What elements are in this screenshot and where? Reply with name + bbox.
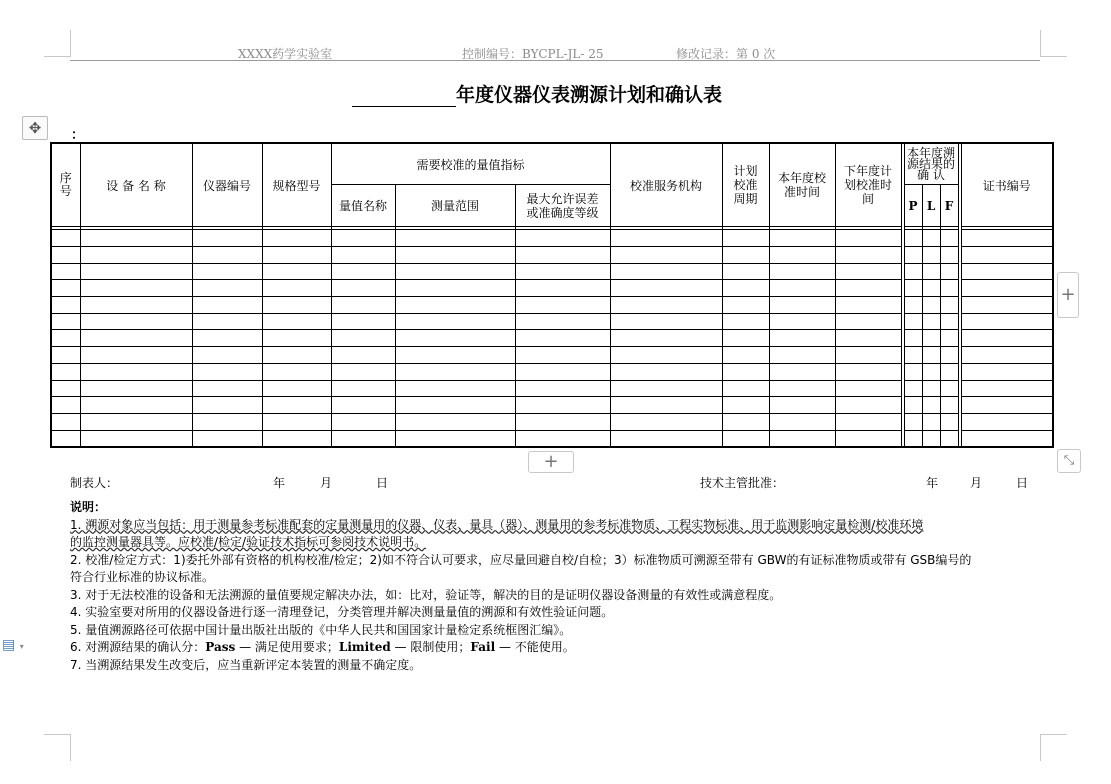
header-next-year-time: 下年度计划校准时 间	[835, 143, 901, 227]
header-cert-no: 证书编号	[961, 143, 1053, 227]
table-cell[interactable]	[835, 313, 901, 330]
table-cell[interactable]	[610, 313, 722, 330]
table-cell[interactable]	[515, 263, 610, 280]
table-cell[interactable]	[835, 413, 901, 430]
table-cell[interactable]	[610, 413, 722, 430]
prepared-month: 月	[320, 476, 333, 490]
header-revision: 修改记录：第 0 次	[676, 47, 776, 61]
table-cell[interactable]	[515, 430, 610, 447]
table-cell[interactable]	[515, 347, 610, 364]
colon-label: ：	[71, 128, 85, 143]
table-cell[interactable]	[515, 280, 610, 297]
table-cell[interactable]	[835, 263, 901, 280]
table-cell[interactable]	[80, 246, 192, 263]
table-cell[interactable]	[722, 280, 769, 297]
table-cell[interactable]	[395, 313, 515, 330]
table-cell[interactable]	[395, 380, 515, 397]
table-cell[interactable]	[904, 246, 922, 263]
table-cell[interactable]	[51, 313, 80, 330]
table-cell[interactable]	[769, 363, 835, 380]
approved-day: 日	[1016, 476, 1029, 490]
table-cell[interactable]	[722, 397, 769, 414]
table-row	[51, 230, 1053, 247]
table-cell[interactable]	[922, 397, 940, 414]
table-cell[interactable]	[940, 246, 958, 263]
note-6-pass-desc: — 满足使用要求；	[235, 640, 339, 654]
table-cell[interactable]	[940, 380, 958, 397]
note-6-limited: Limited	[338, 640, 391, 654]
table-cell[interactable]	[80, 380, 192, 397]
table-cell[interactable]	[331, 347, 395, 364]
prepared-by-label: 制表人：	[70, 476, 119, 490]
header-this-year-time: 本年度校准时间	[769, 143, 835, 227]
table-cell[interactable]	[769, 280, 835, 297]
table-cell[interactable]	[961, 430, 1053, 447]
table-cell[interactable]	[80, 313, 192, 330]
table-cell[interactable]	[722, 363, 769, 380]
table-cell[interactable]	[961, 363, 1053, 380]
note-5: 5. 量值溯源路径可依据中国计量出版社出版的《中华人民共和国国家计量检定系统框图汇编》。	[70, 622, 572, 637]
page-corner-mark	[44, 734, 71, 761]
table-cell[interactable]	[722, 313, 769, 330]
table-cell[interactable]	[610, 363, 722, 380]
table-cell[interactable]	[922, 380, 940, 397]
table-cell[interactable]	[940, 363, 958, 380]
table-row	[51, 263, 1053, 280]
table-row	[51, 313, 1053, 330]
table-cell[interactable]	[961, 280, 1053, 297]
table-cell[interactable]	[80, 413, 192, 430]
header-p: P	[904, 185, 922, 227]
header-quantity-name: 量值名称	[331, 185, 395, 227]
resize-icon: ⤡	[1063, 453, 1075, 468]
header-service-org: 校准服务机构	[610, 143, 722, 227]
note-6-limited-desc: — 限制使用；	[390, 640, 471, 654]
table-cell[interactable]	[835, 230, 901, 247]
table-cell[interactable]	[904, 347, 922, 364]
table-cell[interactable]	[610, 397, 722, 414]
add-column-button[interactable]	[1057, 272, 1079, 318]
note-6-prefix: 6. 对溯源结果的确认分：	[70, 640, 206, 654]
table-cell[interactable]	[331, 297, 395, 314]
table-cell[interactable]	[80, 330, 192, 347]
table-cell[interactable]	[262, 280, 331, 297]
table-cell[interactable]	[835, 297, 901, 314]
table-cell[interactable]	[940, 313, 958, 330]
table-cell[interactable]	[515, 297, 610, 314]
table-cell[interactable]	[722, 330, 769, 347]
table-cell[interactable]	[331, 397, 395, 414]
table-cell[interactable]	[262, 397, 331, 414]
table-cell[interactable]	[51, 297, 80, 314]
table-cell[interactable]	[80, 363, 192, 380]
prepared-year: 年	[273, 476, 286, 490]
table-cell[interactable]	[904, 230, 922, 247]
page-corner-mark	[44, 30, 71, 57]
table-gap	[958, 185, 961, 227]
table-cell[interactable]	[769, 413, 835, 430]
table-cell[interactable]	[192, 313, 262, 330]
table-cell[interactable]	[331, 263, 395, 280]
plus-icon: +	[543, 451, 559, 472]
table-cell[interactable]	[192, 430, 262, 447]
table-cell[interactable]	[515, 413, 610, 430]
table-cell[interactable]	[80, 297, 192, 314]
table-cell[interactable]	[904, 430, 922, 447]
table-cell[interactable]	[515, 246, 610, 263]
table-cell[interactable]	[922, 313, 940, 330]
note-2-cont: 符合行业标准的协议标准。	[70, 570, 215, 584]
table-cell[interactable]	[961, 413, 1053, 430]
table-cell[interactable]	[961, 330, 1053, 347]
table-cell[interactable]	[192, 246, 262, 263]
add-row-button[interactable]	[528, 451, 574, 473]
table-cell[interactable]	[192, 380, 262, 397]
table-cell[interactable]	[610, 297, 722, 314]
table-cell[interactable]	[922, 330, 940, 347]
header-control-number: 控制编号：BYCPL-JL- 25	[462, 47, 604, 61]
table-cell[interactable]	[515, 330, 610, 347]
table-cell[interactable]	[722, 297, 769, 314]
table-cell[interactable]	[80, 347, 192, 364]
table-row	[51, 280, 1053, 297]
table-cell[interactable]	[835, 363, 901, 380]
table-cell[interactable]	[961, 230, 1053, 247]
table-cell[interactable]	[515, 313, 610, 330]
table-cell[interactable]	[395, 430, 515, 447]
note-4: 4. 实验室要对所用的仪器设备进行逐一清理登记，分类管理并解决测量量值的溯源和有效性验证问题。	[70, 605, 614, 619]
note-6-pass: Pass	[205, 640, 236, 654]
table-cell[interactable]	[769, 263, 835, 280]
table-cell[interactable]	[940, 430, 958, 447]
table-cell[interactable]	[51, 347, 80, 364]
table-cell[interactable]	[961, 397, 1053, 414]
table-cell[interactable]	[192, 297, 262, 314]
table-cell[interactable]	[961, 313, 1053, 330]
header-model: 规格型号	[262, 143, 331, 227]
table-cell[interactable]	[262, 380, 331, 397]
table-cell[interactable]	[940, 330, 958, 347]
table-cell[interactable]	[922, 363, 940, 380]
note-7: 7. 当溯源结果发生改变后，应当重新评定本装置的测量不确定度。	[70, 657, 422, 672]
header-seq: 序号	[51, 143, 80, 227]
table-cell[interactable]	[262, 330, 331, 347]
table-cell[interactable]	[769, 313, 835, 330]
table-cell[interactable]	[51, 430, 80, 447]
header-lab-name: XXXX药学实验室	[238, 47, 333, 61]
table-cell[interactable]	[515, 397, 610, 414]
plus-icon: +	[1060, 284, 1076, 305]
table-cell[interactable]	[922, 413, 940, 430]
table-cell[interactable]	[722, 347, 769, 364]
table-cell[interactable]	[835, 380, 901, 397]
table-cell[interactable]	[51, 263, 80, 280]
table-cell[interactable]	[610, 246, 722, 263]
table-cell[interactable]	[904, 313, 922, 330]
table-cell[interactable]	[769, 230, 835, 247]
table-cell[interactable]	[331, 246, 395, 263]
table-cell[interactable]	[835, 280, 901, 297]
table-cell[interactable]	[904, 330, 922, 347]
table-cell[interactable]	[262, 313, 331, 330]
table-cell[interactable]	[192, 347, 262, 364]
table-cell[interactable]	[722, 430, 769, 447]
table-cell[interactable]	[515, 363, 610, 380]
table-cell[interactable]	[51, 380, 80, 397]
table-cell[interactable]	[610, 230, 722, 247]
table-cell[interactable]	[722, 230, 769, 247]
table-cell[interactable]	[904, 280, 922, 297]
table-cell[interactable]	[610, 380, 722, 397]
header-f: F	[940, 185, 958, 227]
table-cell[interactable]	[904, 413, 922, 430]
table-cell[interactable]	[192, 330, 262, 347]
table-row	[51, 297, 1053, 314]
table-cell[interactable]	[961, 263, 1053, 280]
table-cell[interactable]	[961, 380, 1053, 397]
page-corner-mark	[1040, 30, 1067, 57]
header-confirm-group: 本年度溯源结果的确 认	[904, 143, 958, 185]
note-6-fail: Fail	[470, 640, 496, 654]
table-cell[interactable]	[51, 246, 80, 263]
table-cell[interactable]	[331, 363, 395, 380]
table-cell[interactable]	[331, 280, 395, 297]
table-cell[interactable]	[80, 263, 192, 280]
header-indicators-group: 需要校准的量值指标	[331, 143, 610, 185]
notes-section	[70, 499, 1066, 674]
note-2: 2. 校准/检定方式：1)委托外部有资格的机构校准/检定；2)如不符合认可要求，应尽量回避自校/自检；3）标准物质可溯源至带有 GBW的有证标准物质或带有 GSB编号的	[70, 552, 972, 567]
approved-year: 年	[926, 476, 939, 490]
table-row	[51, 430, 1053, 447]
page-corner-mark	[1040, 734, 1067, 761]
table-move-handle[interactable]	[22, 116, 48, 140]
table-cell[interactable]	[262, 413, 331, 430]
table-cell[interactable]	[904, 363, 922, 380]
table-cell[interactable]	[940, 280, 958, 297]
table-row	[51, 397, 1053, 414]
note-3: 3. 对于无法校准的设备和无法溯源的量值要规定解决办法，如：比对，验证等，解决的目的是证明仪器设备测量的有效性或满意程度。	[70, 587, 782, 602]
table-cell[interactable]	[51, 280, 80, 297]
table-cell[interactable]	[395, 246, 515, 263]
table-cell[interactable]	[961, 246, 1053, 263]
table-cell[interactable]	[922, 246, 940, 263]
table-cell[interactable]	[610, 347, 722, 364]
table-cell[interactable]	[331, 413, 395, 430]
table-cell[interactable]	[940, 297, 958, 314]
table-cell[interactable]	[922, 430, 940, 447]
move-icon: ✥	[28, 119, 42, 137]
table-cell[interactable]	[395, 297, 515, 314]
table-cell[interactable]	[262, 363, 331, 380]
table-cell[interactable]	[769, 246, 835, 263]
title-year-blank[interactable]	[352, 84, 456, 107]
table-cell[interactable]	[395, 347, 515, 364]
note-6-fail-desc: — 不能使用。	[495, 640, 575, 654]
note-1-cont: 的监控测量器具等。应校准/检定/验证技术指标可参阅技术说明书。	[70, 535, 427, 549]
page-title	[352, 80, 722, 107]
table-row	[51, 330, 1053, 347]
table-cell[interactable]	[922, 297, 940, 314]
table-cell[interactable]	[192, 280, 262, 297]
note-6	[70, 639, 1066, 657]
table-cell[interactable]	[961, 297, 1053, 314]
table-cell[interactable]	[395, 413, 515, 430]
table-cell[interactable]	[262, 297, 331, 314]
table-cell[interactable]	[769, 297, 835, 314]
table-cell[interactable]	[262, 230, 331, 247]
approved-by-label: 技术主管批准：	[700, 476, 785, 490]
header-plan-cycle: 计划校准周期	[722, 143, 769, 227]
header-device-name: 设 备 名 称	[80, 143, 192, 227]
table-cell[interactable]	[192, 397, 262, 414]
table-row	[51, 246, 1053, 263]
table-cell[interactable]	[192, 413, 262, 430]
table-cell[interactable]	[51, 363, 80, 380]
title-text: 年度仪器仪表溯源计划和确认表	[456, 84, 723, 106]
table-cell[interactable]	[331, 330, 395, 347]
table-cell[interactable]	[262, 347, 331, 364]
table-cell[interactable]	[395, 330, 515, 347]
table-cell[interactable]	[940, 230, 958, 247]
table-cell[interactable]	[610, 330, 722, 347]
table-cell[interactable]	[835, 246, 901, 263]
traceability-table	[50, 142, 1054, 448]
table-cell[interactable]	[610, 430, 722, 447]
table-cell[interactable]	[395, 230, 515, 247]
table-cell[interactable]	[722, 413, 769, 430]
table-row	[51, 347, 1053, 364]
table-cell[interactable]	[192, 230, 262, 247]
table-cell[interactable]	[922, 230, 940, 247]
table-cell[interactable]	[835, 347, 901, 364]
table-cell[interactable]	[51, 413, 80, 430]
table-cell[interactable]	[80, 230, 192, 247]
prepared-day: 日	[376, 476, 389, 490]
table-cell[interactable]	[262, 263, 331, 280]
table-cell[interactable]	[51, 330, 80, 347]
header-max-error: 最大允许误差或准确度等级	[515, 185, 610, 227]
table-cell[interactable]	[262, 246, 331, 263]
table-cell[interactable]	[922, 280, 940, 297]
notes-heading: 说明：	[70, 500, 107, 514]
table-cell[interactable]	[192, 263, 262, 280]
header-instrument-no: 仪器编号	[192, 143, 262, 227]
table-cell[interactable]	[835, 330, 901, 347]
table-cell[interactable]	[904, 297, 922, 314]
table-cell[interactable]	[904, 263, 922, 280]
table-cell[interactable]	[51, 230, 80, 247]
table-cell[interactable]	[835, 397, 901, 414]
header-divider	[70, 60, 1040, 61]
table-cell[interactable]	[835, 430, 901, 447]
header-l: L	[922, 185, 940, 227]
table-cell[interactable]	[769, 347, 835, 364]
table-cell[interactable]	[80, 397, 192, 414]
table-body	[51, 230, 1053, 447]
table-cell[interactable]	[331, 430, 395, 447]
table-cell[interactable]	[769, 430, 835, 447]
table-cell[interactable]	[395, 397, 515, 414]
table-resize-button[interactable]	[1057, 449, 1081, 473]
approved-month: 月	[970, 476, 983, 490]
table-cell[interactable]	[769, 397, 835, 414]
table-row	[51, 380, 1053, 397]
table-cell[interactable]	[610, 263, 722, 280]
note-1: 1. 溯源对象应当包括：用于测量参考标准配套的定量测量用的仪器、仪表、量具（器）、测量用的参考标准物质、工程实物标准、用于监测影响定量检测/校准环境	[70, 517, 924, 532]
table-cell[interactable]	[769, 330, 835, 347]
header-measure-range: 测量范围	[395, 185, 515, 227]
table-cell[interactable]	[80, 280, 192, 297]
table-cell[interactable]	[395, 280, 515, 297]
table-cell[interactable]	[922, 263, 940, 280]
table-cell[interactable]	[722, 380, 769, 397]
table-cell[interactable]	[940, 397, 958, 414]
table-cell[interactable]	[722, 263, 769, 280]
table-cell[interactable]	[922, 347, 940, 364]
table-cell[interactable]	[331, 313, 395, 330]
table-cell[interactable]	[515, 380, 610, 397]
table-row	[51, 363, 1053, 380]
table-cell[interactable]	[262, 430, 331, 447]
document-icon[interactable]: ▤ ▾	[2, 637, 24, 653]
table-cell[interactable]	[610, 280, 722, 297]
table-cell[interactable]	[395, 363, 515, 380]
table-cell[interactable]	[961, 347, 1053, 364]
table-cell[interactable]	[940, 347, 958, 364]
table-cell[interactable]	[940, 413, 958, 430]
table-cell[interactable]	[331, 230, 395, 247]
table-cell[interactable]	[51, 397, 80, 414]
table-cell[interactable]	[904, 397, 922, 414]
table-cell[interactable]	[192, 363, 262, 380]
table-row	[51, 413, 1053, 430]
table-cell[interactable]	[395, 263, 515, 280]
table-cell[interactable]	[769, 380, 835, 397]
table-cell[interactable]	[331, 380, 395, 397]
table-cell[interactable]	[722, 246, 769, 263]
table-cell[interactable]	[940, 263, 958, 280]
table-cell[interactable]	[80, 430, 192, 447]
table-cell[interactable]	[515, 230, 610, 247]
table-cell[interactable]	[904, 380, 922, 397]
